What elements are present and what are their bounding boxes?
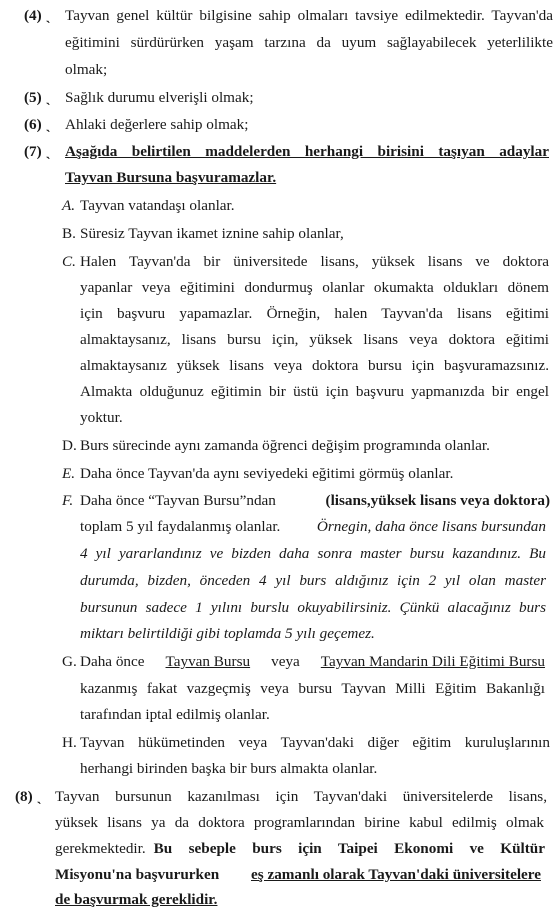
subitem-f-line-1-normal: Daha önce “Tayvan Bursu”ndan — [80, 492, 276, 509]
item-6-text: Ahlaki değerlere sahip olmak; — [65, 116, 249, 133]
subitem-f-line-1 — [80, 491, 550, 511]
subitem-c-line-2: yapanlar veya eğitimini dondurmuş olanlar okumakta oldukları dönem — [80, 279, 549, 296]
item-5-text: Sağlık durumu elverişli olmak; — [65, 89, 254, 106]
subitem-d-letter: D. — [62, 437, 77, 454]
subitem-c-line-1: Halen Tayvan'da bir üniversitede lisans, yüksek lisans ve doktora — [80, 253, 549, 270]
subitem-f-line-2 — [80, 517, 546, 537]
item-8-line-4-bold: Misyonu'na başvururken — [55, 866, 220, 883]
subitem-b-text: Süresiz Tayvan ikamet iznine sahip olanlar, — [80, 225, 344, 242]
subitem-g-line-1 — [80, 652, 545, 672]
item-6-number: (6) ˎ — [24, 116, 51, 133]
subitem-c-line-6: Almakta olduğunuz eğitimin bir üstü için başvuru yapmanızda bir engel — [80, 383, 549, 400]
subitem-d-text: Burs sürecinde aynı zamanda öğrenci değişim programında olanlar. — [80, 437, 490, 454]
item-8-number: (8) ˎ — [15, 788, 42, 805]
subitem-g-line-1-underlined-1: Tayvan Bursu — [165, 653, 251, 670]
item-8-line-3-normal: gerekmektedir. — [55, 840, 146, 857]
item-8-line-3-bold: Bu sebeple burs için Taipei Ekonomi ve Kültür — [153, 840, 545, 857]
subitem-c-letter: C. — [62, 253, 76, 270]
subitem-f-line-2-normal: toplam 5 yıl faydalanmış olanlar. — [80, 518, 281, 535]
subitem-c-line-5: almaktaysanız yüksek lisans veya doktora bursu için başvuramazsınız. — [80, 357, 549, 374]
subitem-f-line-3: 4 yıl yararlandınız ve bizden daha sonra master bursu kazandınız. Bu — [80, 545, 546, 562]
subitem-g-letter: G. — [62, 653, 77, 670]
subitem-h-letter: H. — [62, 734, 77, 751]
subitem-f-line-5: bursunun sadece 1 yılını burslu okuyabilirsiniz. Çünkü alacağınız burs — [80, 599, 546, 616]
subitem-c-line-3: için başvuru yapamazlar. Örneğin, halen Tayvan'da lisans eğitimi — [80, 305, 549, 322]
subitem-g-line-1-underlined-2: Tayvan Mandarin Dili Eğitimi Bursu — [320, 653, 545, 670]
item-8-line-4-bold-underlined: eş zamanlı olarak Tayvan'daki üniversitelere — [251, 866, 541, 883]
item-4-number: (4) ˎ — [24, 7, 51, 24]
subitem-h-line-1: Tayvan hükümetinden veya Tayvan'daki diğer eğitim kuruluşlarının — [80, 734, 550, 751]
subitem-f-line-6: miktarı belirtildiği gibi toplamda 5 yılı geçemez. — [80, 625, 375, 642]
subitem-b-letter: B. — [62, 225, 76, 242]
item-8-line-5: de başvurmak gereklidir. — [55, 891, 218, 908]
item-8-line-4 — [55, 865, 541, 885]
item-4-line-1: Tayvan genel kültür bilgisine sahip olmaları tavsiye edilmektedir. Tayvan'da — [65, 7, 553, 24]
item-7-heading-line-2: Tayvan Bursuna başvuramazlar. — [65, 169, 277, 186]
subitem-e-text: Daha önce Tayvan'da aynı seviyedeki eğitimi görmüş olanlar. — [80, 465, 454, 482]
subitem-c-line-4: almaktaysanız, lisans bursu için, yüksek lisans veya doktora eğitimi — [80, 331, 549, 348]
subitem-g-line-2: kazanmış fakat vazgeçmiş veya bursu Tayvan Milli Eğitim Bakanlığı — [80, 680, 545, 697]
item-7-heading-line-1: Aşağıda belirtilen maddelerden herhangi birisini taşıyan adaylar — [65, 143, 549, 160]
subitem-e-letter: E. — [62, 465, 76, 482]
item-5-number: (5) ˎ — [24, 89, 51, 106]
subitem-a-letter: A. — [62, 197, 76, 214]
subitem-c-line-7: yoktur. — [80, 409, 123, 426]
subitem-f-line-4: durumda, bizden, önceden 4 yıl burs aldığınız için 2 yıl olan master — [80, 572, 546, 589]
item-7-number: (7) ˎ — [24, 143, 51, 160]
subitem-a-text: Tayvan vatandaşı olanlar. — [80, 197, 235, 214]
subitem-g-line-1-b: veya — [271, 653, 300, 670]
subitem-f-letter: F. — [62, 492, 74, 509]
subitem-f-line-2-italic: Örnegin, daha önce lisans bursundan — [316, 518, 546, 535]
item-4-line-2: eğitimini sürdürürken yaşam tarzına da uyum sağlayabilecek yeterlilikte — [65, 34, 553, 51]
subitem-f-line-1-bold: (lisans,yüksek lisans veya doktora) — [325, 492, 550, 509]
item-8-line-2: yüksek lisans ya da doktora programlarından birine kabul edilmiş olmak — [55, 814, 544, 831]
subitem-h-line-2: herhangi birinden başka bir burs almakta olanlar. — [80, 760, 378, 777]
subitem-g-line-1-a: Daha önce — [80, 653, 145, 670]
subitem-g-line-3: tarafından iptal edilmiş olanlar. — [80, 706, 270, 723]
item-4-line-3: olmak; — [65, 61, 108, 78]
item-8-line-1: Tayvan bursunun kazanılması için Tayvan'daki üniversitelerde lisans, — [55, 788, 547, 805]
item-8-line-3 — [55, 839, 545, 859]
